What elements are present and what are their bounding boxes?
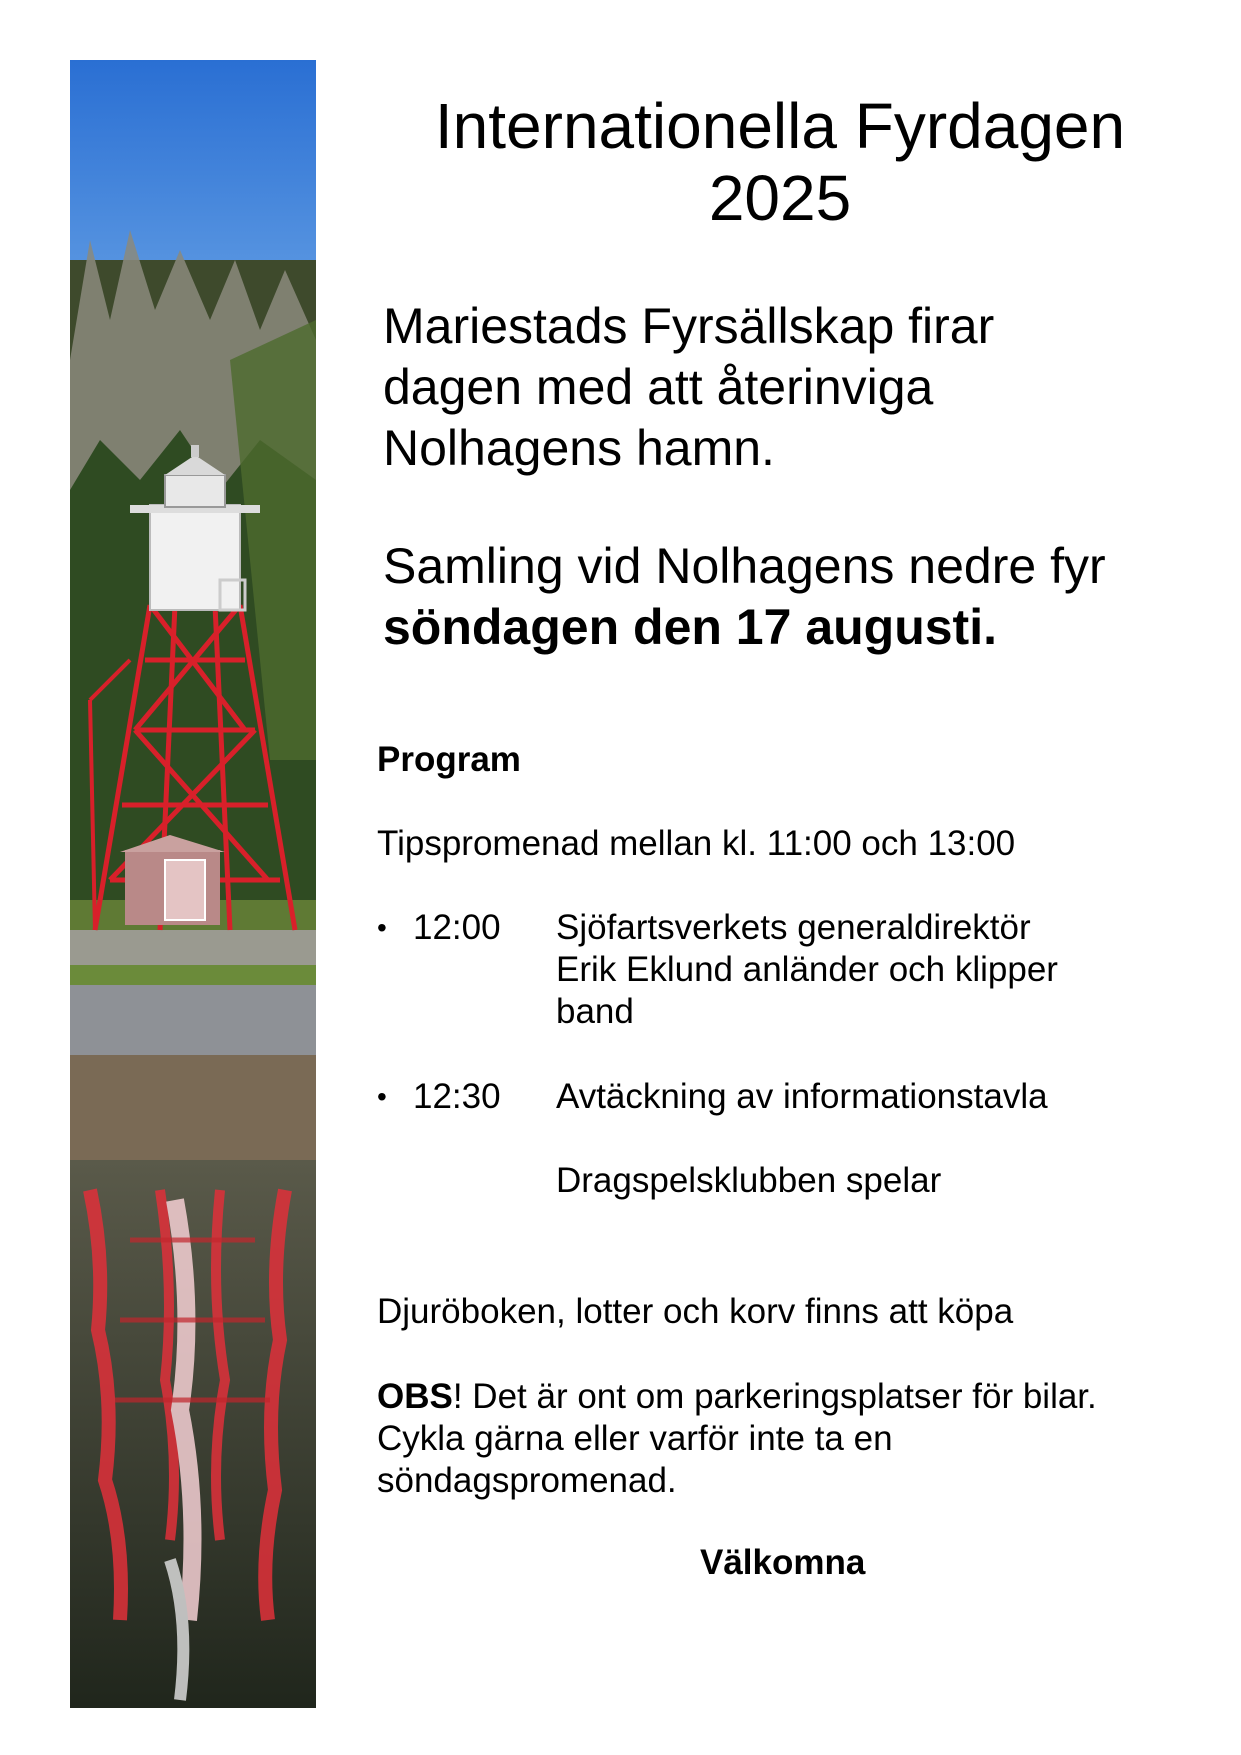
program-item-line-1: Sjöfartsverkets generaldirektör <box>556 908 1031 947</box>
gathering-place: Samling vid Nolhagens nedre fyr <box>383 538 1106 594</box>
notice-line-1: ! Det är ont om parkeringsplatser för bilar. <box>452 1377 1097 1416</box>
lighthouse-illustration <box>70 60 316 1708</box>
shore <box>70 1055 316 1165</box>
program-item-line-2: Erik Eklund anländer och klipper <box>556 950 1058 989</box>
notice-label: OBS <box>377 1377 453 1416</box>
page-title <box>370 90 1190 234</box>
notice-line-3: söndagspromenad. <box>377 1461 677 1500</box>
shed <box>120 835 225 925</box>
intro-line-3: Nolhagens hamn. <box>383 420 775 476</box>
program-music: Dragspelsklubben spelar <box>556 1161 942 1200</box>
program-item-description: Avtäckning av informationstavla <box>556 1077 1048 1116</box>
program-walk: Tipspromenad mellan kl. 11:00 och 13:00 <box>377 824 1016 863</box>
notice-line-2: Cykla gärna eller varför inte ta en <box>377 1419 893 1458</box>
title-line-2: 2025 <box>708 162 852 234</box>
bullet-icon: • <box>377 1081 387 1112</box>
program-item-time: 12:00 <box>413 908 501 947</box>
gathering-date: söndagen den 17 augusti. <box>383 599 997 655</box>
intro-line-1: Mariestads Fyrsällskap firar <box>383 298 995 354</box>
parking-notice <box>377 1376 1197 1502</box>
closing-welcome: Välkomna <box>700 1543 866 1582</box>
program-item-description <box>556 907 1196 1033</box>
intro-line-2: dagen med att återinviga <box>383 359 934 415</box>
program-item-line-3: band <box>556 992 634 1031</box>
gathering-text <box>383 536 1241 658</box>
program-heading: Program <box>377 740 521 779</box>
sales-info: Djuröboken, lotter och korv finns att köpa <box>377 1292 1014 1331</box>
title-line-1: Internationella Fyrdagen <box>434 90 1126 162</box>
pier <box>70 930 316 970</box>
program-item-time: 12:30 <box>413 1077 501 1116</box>
gravel <box>70 985 316 1055</box>
intro-text <box>383 296 1213 479</box>
lighthouse-photo <box>70 60 316 1708</box>
bullet-icon: • <box>377 912 387 943</box>
